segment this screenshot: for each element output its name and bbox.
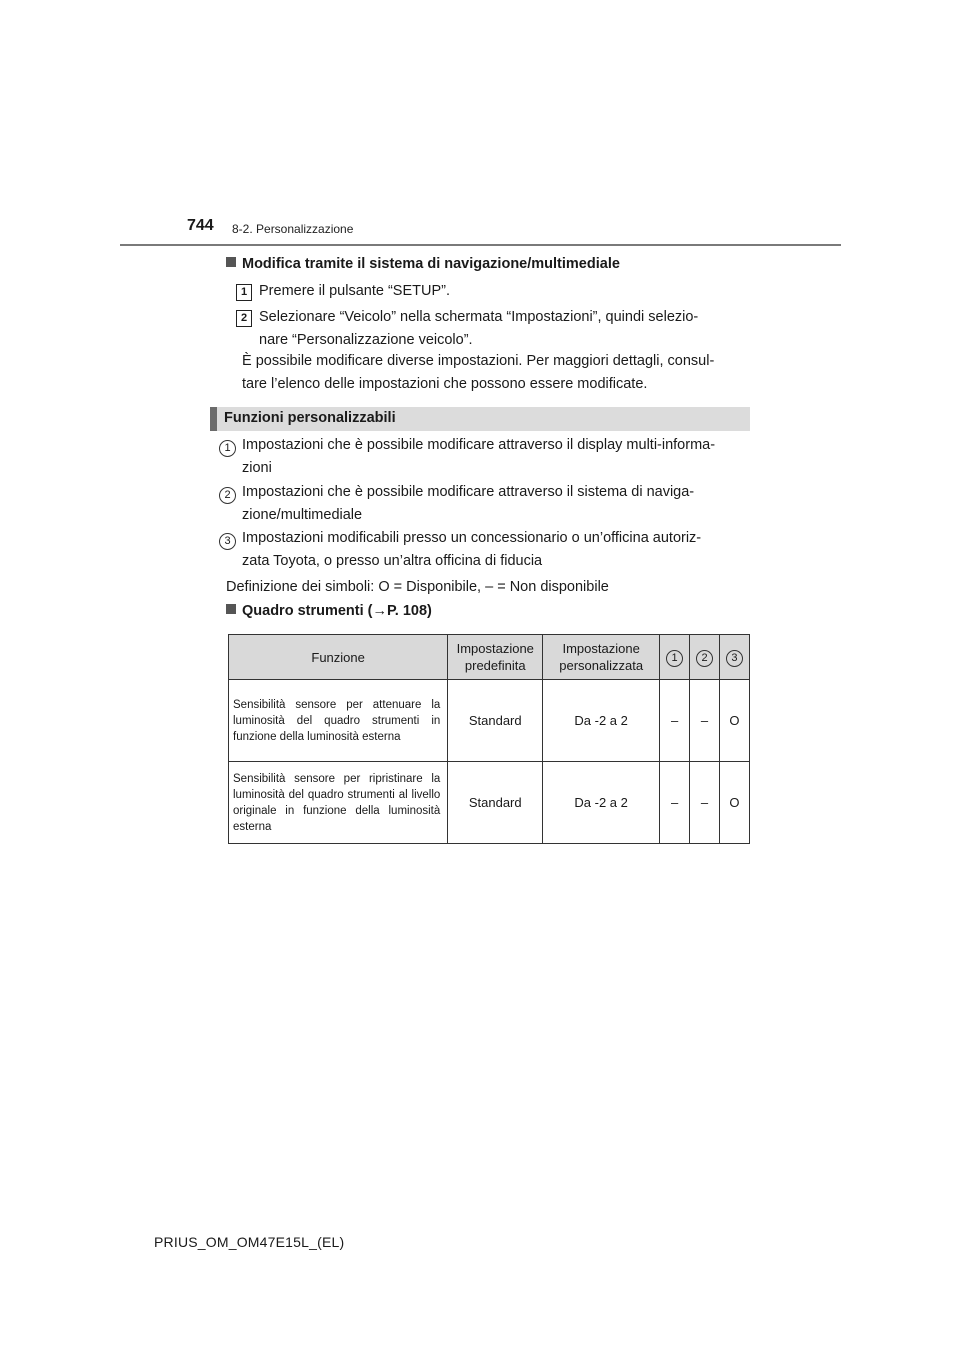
legend-1-line1: Impostazioni che è possibile modificare attraverso il display multi-informa- (242, 437, 716, 453)
step-1-text: Premere il pulsante “SETUP”. (259, 283, 450, 299)
legend-3-icon: 3 (219, 531, 236, 550)
row-col-2: – (690, 680, 720, 762)
row-col-1: – (660, 762, 690, 844)
square-bullet-icon (226, 604, 236, 614)
footer-code: PRIUS_OM_OM47E15L_(EL) (154, 1234, 345, 1250)
header-default: Impostazione predefinita (448, 635, 543, 680)
instruments-heading (226, 603, 432, 619)
legend-3-line1: Impostazioni modificabili presso un concessionario o un’officina autoriz- (242, 530, 702, 546)
row-col-3: O (719, 680, 749, 762)
page-number: 744 (187, 217, 214, 234)
section-bar-accent (210, 407, 217, 431)
row-col-3: O (719, 762, 749, 844)
section-title: Funzioni personalizzabili (224, 410, 396, 426)
step-2-text-line1: Selezionare “Veicolo” nella schermata “Impostazioni”, quindi selezio- (259, 309, 699, 325)
row-col-1: – (660, 680, 690, 762)
nav-note-line2: tare l’elenco delle impostazioni che possono essere modificate. (242, 376, 648, 392)
legend-2-icon: 2 (219, 485, 236, 504)
nav-note-line1: È possibile modificare diverse impostazioni. Per maggiori dettagli, consul- (242, 353, 715, 369)
functions-table (228, 634, 750, 844)
symbols-definition: Definizione dei simboli: O = Disponibile, – = Non disponibile (226, 579, 609, 595)
legend-1-line2: zioni (242, 460, 272, 476)
row-custom: Da -2 a 2 (543, 762, 660, 844)
row-custom: Da -2 a 2 (543, 680, 660, 762)
instruments-title: Quadro strumenti (→P. 108) (242, 603, 432, 619)
square-bullet-icon (226, 257, 236, 267)
legend-2-line1: Impostazioni che è possibile modificare attraverso il sistema di naviga- (242, 484, 695, 500)
step-2-badge: 2 (236, 308, 252, 327)
header-col-3: 3 (719, 635, 749, 680)
row-function: Sensibilità sensore per attenuare la luminosità del quadro strumenti in funzione della luminosità esterna (229, 680, 448, 762)
section-header: 8-2. Personalizzazione (232, 222, 354, 236)
section-bar (210, 407, 750, 431)
header-col-1: 1 (660, 635, 690, 680)
legend-2-line2: zione/multimediale (242, 507, 363, 523)
table-row (229, 762, 750, 844)
row-col-2: – (690, 762, 720, 844)
header-col-2: 2 (690, 635, 720, 680)
header-divider (120, 244, 841, 246)
legend-1-icon: 1 (219, 438, 236, 457)
step-2-text-line2: nare “Personalizzazione veicolo”. (259, 332, 473, 348)
nav-section-heading (226, 256, 620, 272)
row-function: Sensibilità sensore per ripristinare la luminosità del quadro strumenti al livello originale in funzione della luminosità esterna (229, 762, 448, 844)
table-row (229, 680, 750, 762)
legend-3-line2: zata Toyota, o presso un’altra officina di fiducia (242, 553, 543, 569)
table-header-row (229, 635, 750, 680)
row-default: Standard (448, 762, 543, 844)
nav-section-title: Modifica tramite il sistema di navigazione/multimediale (242, 256, 620, 272)
header-custom: Impostazione personalizzata (543, 635, 660, 680)
step-1-badge: 1 (236, 282, 252, 301)
row-default: Standard (448, 680, 543, 762)
header-function: Funzione (229, 635, 448, 680)
